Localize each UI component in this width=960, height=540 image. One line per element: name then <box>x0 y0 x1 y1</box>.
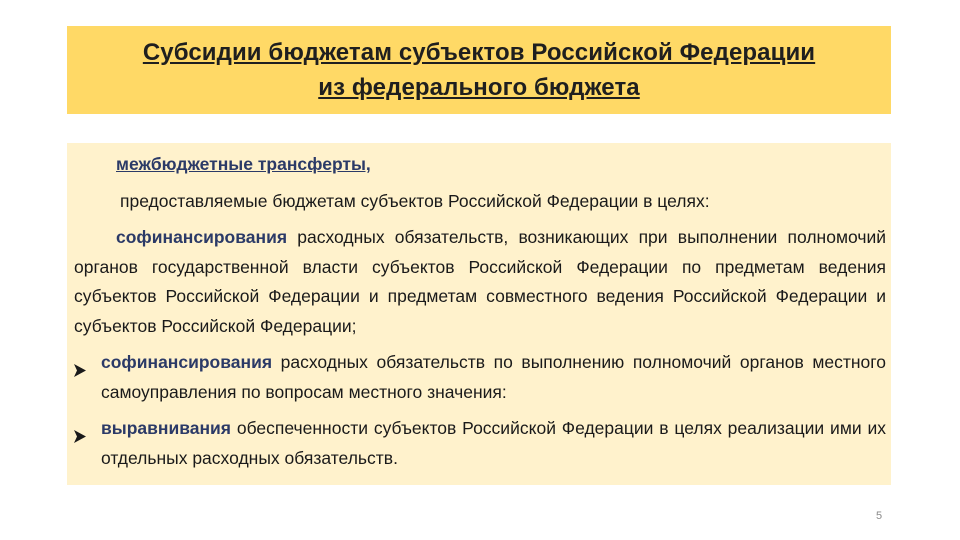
slide-title-line-2: из федерального бюджета <box>318 74 640 101</box>
slide-title-line-1: Субсидии бюджетам субъектов Российской Федерации <box>142 39 816 66</box>
cofinancing-keyword: софинансирования <box>116 227 288 247</box>
page-number: 5 <box>876 510 883 522</box>
bullet-body: обеспеченности субъектов Российской Федерации в целях реализации ими их отдельных расходных обязательств. <box>101 418 886 468</box>
cofinancing-paragraph <box>74 223 886 341</box>
bullet-body: расходных обязательств по выполнению полномочий органов местного самоуправления по вопросам местного значения: <box>101 352 886 402</box>
content-text <box>74 150 886 473</box>
intro-paragraph: предоставляемые бюджетам субъектов Российской Федерации в целях: <box>120 190 710 211</box>
bullet-keyword: софинансирования <box>101 352 273 372</box>
bullet-item-equalization <box>74 414 886 473</box>
bullet-item-local-cofinancing <box>74 348 886 407</box>
heading-term: межбюджетные трансферты, <box>116 154 371 174</box>
arrow-bullet-icon <box>74 348 101 387</box>
arrow-bullet-icon <box>74 414 101 453</box>
bullet-keyword: выравнивания <box>101 418 232 438</box>
title-banner <box>67 26 891 114</box>
heading-paragraph <box>74 150 886 180</box>
bullet-text <box>101 414 886 473</box>
cofinancing-text: расходных обязательств, возникающих при выполнении полномочий органов государственной власти субъектов Российской Федерации по предметам ведения субъектов Российской Федерации и предметам совместного ведения Российской Федерации и субъектов Российской Федерации; <box>74 227 886 336</box>
bullet-text <box>101 348 886 407</box>
